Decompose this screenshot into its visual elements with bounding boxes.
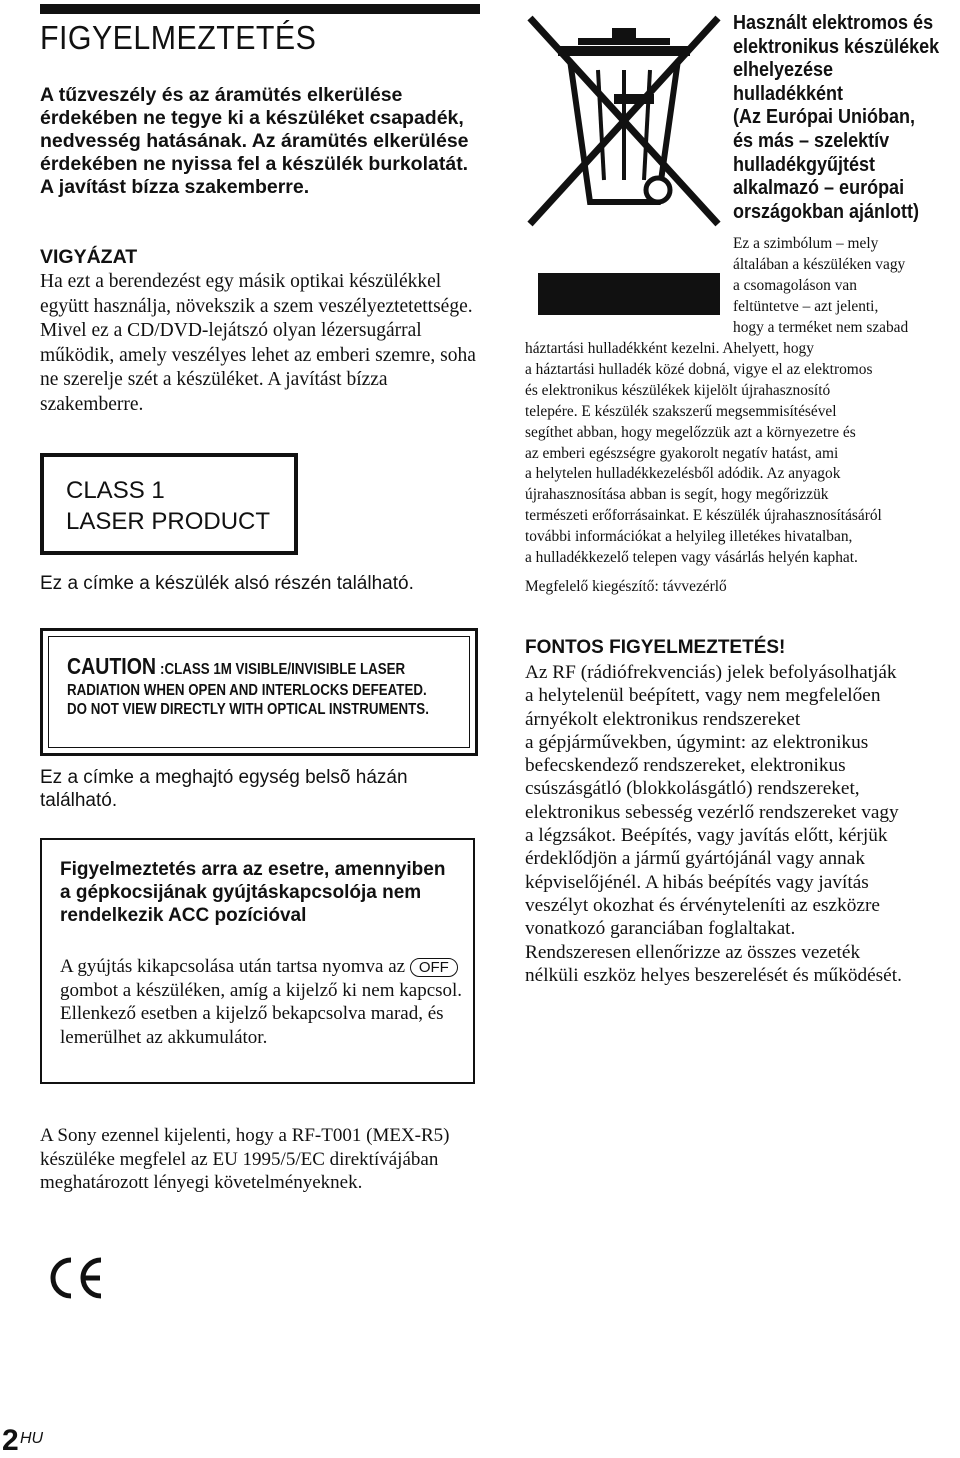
weee-text-line: telepére. E készülék szakszerű megsemmisítésével (525, 402, 837, 420)
caution-label-inner-border (48, 636, 470, 748)
important-warning-text (525, 661, 960, 987)
caution-label-line3: DO NOT VIEW DIRECTLY WITH OPTICAL INSTRUMENTS. (67, 701, 429, 718)
caution-text: Ha ezt a berendezést egy másik optikai készülékkel együtt használja, növekszik a szem veszélyeztetettsége. Mivel ez a CD/DVD-lejátszó olyan lézersugárral működik, amely veszélyes lehet az emberi szemre, soha ne szerelje szét a készüléket. A javítást bízza szakemberre. (40, 271, 476, 415)
important-text-line: a gépjárművekben, úgymint: az elektronikus (525, 731, 869, 753)
fire-shock-warning: A tűzveszély és az áramütés elkerülése érdekében ne tegye ki a készüléket csapadék, nedvesség hatásának. Az áramütés elkerülése érdekében ne nyissa fel a készülék burkolatát. A javítást bízza szakemberre. (40, 84, 469, 198)
weee-title-line: elektronikus készülékek (733, 35, 940, 58)
caution-laser-label (40, 628, 478, 756)
weee-text-line: a csomagoláson van (733, 276, 857, 294)
class-label-line1: CLASS 1 (66, 477, 165, 504)
weee-title-line: (Az Európai Unióban, (733, 106, 915, 129)
weee-text-line: feltüntetve – azt jelenti, (733, 297, 879, 315)
weee-text-body (525, 339, 960, 569)
weee-text-line: újrahasznosítása abban is segít, hogy megőrizzük (525, 486, 829, 504)
weee-title-line: Használt elektromos és (733, 12, 934, 34)
important-warning-heading: FONTOS FIGYELMEZTETÉS! (525, 637, 786, 658)
class1-laser-label (40, 453, 298, 555)
important-text-line: befecskendező rendszereket, elektronikus (525, 755, 846, 777)
class-label-note: Ez a címke a készülék alsó részén található. (40, 573, 414, 594)
weee-text-line: a háztartási hulladék közé dobná, vigye el az elektromos (525, 360, 873, 378)
weee-title-line: elhelyezése (733, 59, 834, 82)
weee-black-bar-symbol (538, 273, 720, 315)
ce-mark-icon (44, 1256, 106, 1305)
weee-title-line: hulladékként (733, 82, 844, 105)
off-button-symbol: OFF (410, 958, 458, 977)
weee-text-line: és elektronikus készülékek kijelölt újrahasznosító (525, 381, 831, 399)
weee-text-line: hogy a terméket nem szabad (733, 318, 909, 336)
caution-heading: VIGYÁZAT (40, 246, 138, 268)
weee-text-line: további információkat a helyileg illetékes hivatalban, (525, 528, 853, 546)
important-text-line: Az RF (rádiófrekvenciás) jelek befolyásolhatják (525, 662, 897, 683)
important-text-line: veszélyt okozhat és érvényteleníti az eszközre (525, 894, 880, 916)
weee-text-line: háztartási hulladékként kezelni. Ahelyett, hogy (525, 340, 814, 357)
ignition-text-before: A gyújtás kikapcsolása után tartsa nyomva az (60, 956, 410, 977)
caution-label-line1: :CLASS 1M VISIBLE/INVISIBLE LASER (159, 661, 405, 678)
weee-title-line: hulladékgyűjtést (733, 153, 876, 176)
page-number: 2 (2, 1424, 19, 1457)
ignition-warning-heading: Figyelmeztetés arra az esetre, amennyiben a gépkocsijának gyújtáskapcsolója nem rendelkezik ACC pozícióval (60, 859, 446, 926)
important-text-line: a légzsákot. Beépítés, vagy javítás előtt, kérjük (525, 825, 888, 847)
sony-declaration: A Sony ezennel kijelenti, hogy a RF-T001 (MEX-R5) készüléke megfelel az EU 1995/5/EC direktívájában meghatározott lényegi követelményeknek. (40, 1125, 450, 1193)
weee-text-line: a hulladékkezelő telepen vagy vásárlás helyén kaphat. (525, 549, 858, 567)
weee-title (733, 12, 940, 224)
weee-text-line: az emberi egészségre gyakorolt negatív hatást, ami (525, 444, 839, 462)
caution-label-line2: RADIATION WHEN OPEN AND INTERLOCKS DEFEATED. (67, 682, 427, 699)
ignition-text-after: gombot a készüléken, amíg a kijelző ki nem kapcsol. Ellenkező esetben a kijelző bekapcsolva marad, és lemerülhet az akkumulátor. (60, 979, 463, 1048)
caution-label-note: Ez a címke a meghajtó egység belsõ házán található. (40, 767, 408, 811)
important-text-line: nélküli eszköz helyes beszerelését és működését. (525, 964, 902, 986)
page-language: HU (20, 1430, 44, 1447)
weee-text-line: a helytelen hulladékkezelésből adódik. Az anyagok (525, 465, 841, 483)
weee-text-line: természeti erőforrásainkat. E készülék újrahasznosításáról (525, 507, 882, 525)
class-label-line2: LASER PRODUCT (66, 508, 271, 535)
ignition-warning-text (60, 955, 470, 1049)
important-text-line: árnyékolt elektronikus rendszereket (525, 708, 801, 730)
important-text-line: érdeklődjön a jármű gyártójánál vagy annak (525, 848, 865, 870)
weee-text-line: általában a készüléken vagy (733, 255, 906, 273)
weee-text-line: segíthet abban, hogy megelőzzük azt a környezetre és (525, 423, 856, 441)
important-text-line: Rendszeresen ellenőrizze az összes vezeték (525, 941, 861, 963)
weee-title-line: országokban ajánlott) (733, 200, 920, 223)
crossed-out-wheelie-bin-icon (518, 10, 730, 237)
ignition-warning-box (40, 838, 475, 1084)
weee-title-line: és más – szelektív (733, 129, 890, 152)
important-text-line: csúszásgátló (blokkolásgátló) rendszereket, (525, 778, 860, 800)
header-bar (40, 4, 480, 14)
important-text-line: elektronikus sebesség vezérlő rendszereket vagy (525, 801, 899, 823)
important-text-line: vonatkozó garanciában foglaltakat. (525, 918, 796, 940)
important-text-line: képviselőjénél. A hibás beépítés vagy javítás (525, 871, 869, 893)
accessory-note: Megfelelő kiegészítő: távvezérlő (525, 578, 727, 595)
weee-text-line: Ez a szimbólum – mely (733, 235, 879, 252)
weee-text-intro (733, 234, 958, 339)
important-text-line: a helytelenül beépített, vagy nem megfelelően (525, 685, 881, 707)
caution-label-word: CAUTION (67, 653, 157, 679)
caution-label-line1-row (67, 653, 445, 680)
page-title: FIGYELMEZTETÉS (40, 19, 317, 56)
weee-title-line: alkalmazó – európai (733, 177, 905, 200)
